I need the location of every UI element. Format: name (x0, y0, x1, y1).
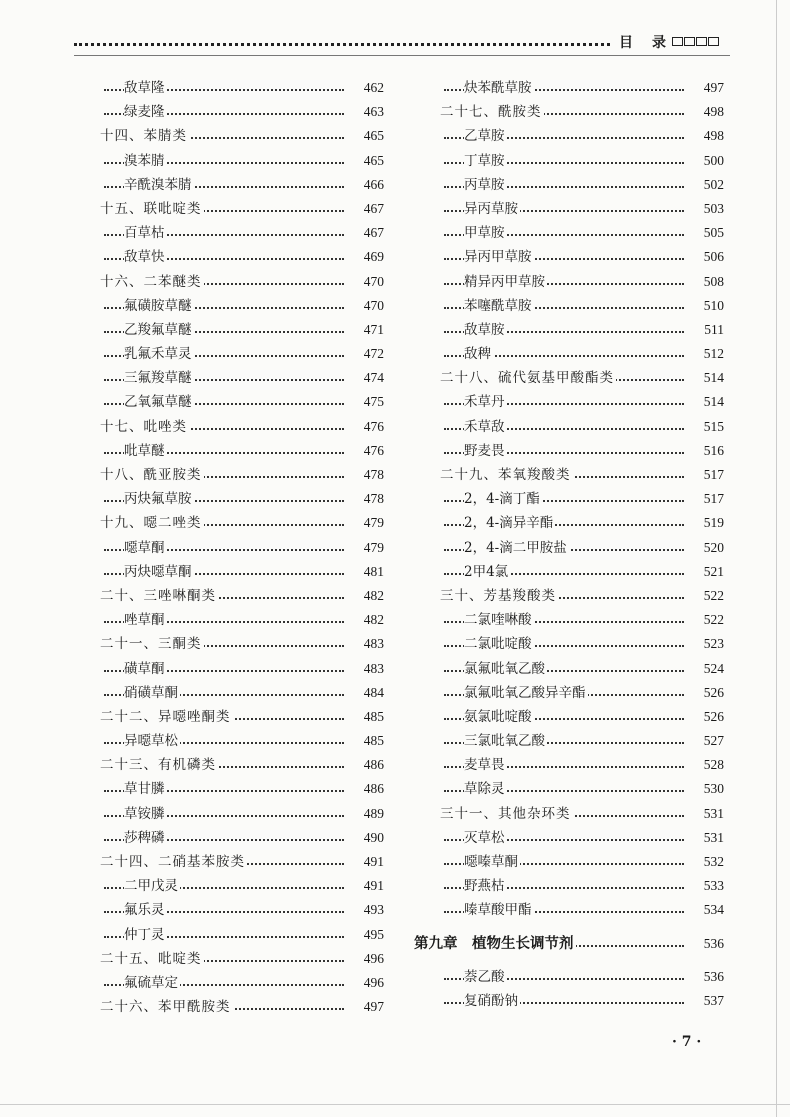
header-title-part-2: 录 (652, 35, 666, 51)
toc-item-entry[interactable] (100, 681, 384, 705)
toc-item-entry[interactable] (440, 270, 724, 294)
toc-entry-label: 三十、芳基羧酸类 (440, 584, 558, 608)
toc-entry-label: 二甲戊灵 (124, 874, 180, 898)
toc-entry-page: 517 (703, 491, 724, 507)
toc-item-entry[interactable] (440, 390, 724, 414)
toc-entry-page: 506 (703, 249, 724, 265)
toc-entry-label: 草除灵 (464, 777, 507, 801)
toc-entry-label: 绿麦隆 (124, 100, 167, 124)
toc-entry-page: 465 (363, 128, 384, 144)
toc-entry-page: 493 (363, 902, 384, 918)
toc-item-entry[interactable] (440, 657, 724, 681)
toc-entry-page: 528 (703, 757, 724, 773)
toc-entry-label: 草铵膦 (124, 802, 167, 826)
toc-entry-label: 精异丙甲草胺 (464, 270, 547, 294)
toc-entry-label: 十七、吡唑类 (100, 415, 189, 439)
toc-item-entry[interactable] (440, 989, 724, 1013)
toc-entry-label: 灭草松 (464, 826, 507, 850)
toc-item-entry[interactable] (100, 76, 384, 100)
toc-entry-page: 524 (703, 660, 724, 676)
toc-section-entry[interactable] (440, 463, 724, 487)
toc-entry-page: 465 (363, 152, 384, 168)
toc-entry-page: 520 (703, 539, 724, 555)
toc-entry-label: 2甲4氯 (464, 560, 510, 584)
toc-entry-page: 530 (703, 781, 724, 797)
toc-section-entry[interactable] (100, 705, 384, 729)
toc-item-entry[interactable] (440, 898, 724, 922)
toc-entry-label: 二十四、二硝基苯胺类 (100, 850, 247, 874)
toc-entry-label: 噁嗪草酮 (464, 850, 520, 874)
toc-entry-page: 527 (703, 733, 724, 749)
toc-entry-page: 483 (363, 636, 384, 652)
toc-item-entry[interactable] (440, 560, 724, 584)
toc-item-entry[interactable] (440, 777, 724, 801)
toc-entry-page: 496 (363, 950, 384, 966)
toc-item-entry[interactable] (100, 245, 384, 269)
toc-entry-page: 472 (363, 346, 384, 362)
header-rule (74, 55, 730, 56)
toc-item-entry[interactable] (440, 874, 724, 898)
toc-entry-label: 2，4-滴二甲胺盐 (464, 536, 569, 560)
toc-entry-label: 乳氟禾草灵 (124, 342, 194, 366)
toc-entry-label: 氟硫草定 (124, 971, 180, 995)
toc-entry-label: 十八、酰亚胺类 (100, 463, 204, 487)
toc-chapter-entry[interactable] (414, 923, 724, 965)
toc-entry-label: 二氯吡啶酸 (464, 632, 534, 656)
toc-item-entry[interactable] (440, 245, 724, 269)
toc-entry-page: 514 (703, 370, 724, 386)
toc-section-entry[interactable] (100, 197, 384, 221)
toc-item-entry[interactable] (100, 777, 384, 801)
toc-entry-label: 异丙甲草胺 (464, 245, 534, 269)
toc-entry-label: 萘乙酸 (464, 965, 507, 989)
toc-entry-page: 471 (363, 321, 384, 337)
toc-entry-page: 500 (703, 152, 724, 168)
toc-entry-page: 521 (703, 563, 724, 579)
toc-entry-label: 二十二、异噁唑酮类 (100, 705, 233, 729)
toc-item-entry[interactable] (100, 923, 384, 947)
header-dotted-rule (74, 43, 610, 46)
toc-item-entry[interactable] (100, 802, 384, 826)
toc-entry-page: 475 (363, 394, 384, 410)
toc-entry-label: 氯氟吡氧乙酸异辛酯 (464, 681, 588, 705)
toc-section-entry[interactable] (100, 124, 384, 148)
toc-entry-page: 526 (703, 708, 724, 724)
toc-entry-page: 484 (363, 684, 384, 700)
toc-item-entry[interactable] (100, 342, 384, 366)
toc-entry-label: 草甘膦 (124, 777, 167, 801)
toc-item-entry[interactable] (100, 729, 384, 753)
toc-item-entry[interactable] (440, 511, 724, 535)
toc-entry-label: 丙炔氟草胺 (124, 487, 194, 511)
toc-entry-page: 510 (703, 297, 724, 313)
toc-entry-label: 丁草胺 (464, 149, 507, 173)
toc-item-entry[interactable] (100, 318, 384, 342)
toc-entry-label: 仲丁灵 (124, 923, 167, 947)
toc-entry-page: 463 (363, 104, 384, 120)
toc-entry-label: 二十七、酰胺类 (440, 100, 544, 124)
toc-item-entry[interactable] (100, 173, 384, 197)
toc-item-entry[interactable] (100, 657, 384, 681)
toc-entry-page: 526 (703, 684, 724, 700)
toc-entry-page: 490 (363, 829, 384, 845)
toc-item-entry[interactable] (440, 850, 724, 874)
toc-item-entry[interactable] (440, 729, 724, 753)
toc-entry-page: 495 (363, 926, 384, 942)
toc-entry-page: 483 (363, 660, 384, 676)
toc-entry-page: 537 (703, 992, 724, 1008)
toc-item-entry[interactable] (440, 149, 724, 173)
toc-entry-page: 523 (703, 636, 724, 652)
toc-item-entry[interactable] (440, 439, 724, 463)
toc-entry-page: 511 (704, 321, 724, 337)
toc-item-entry[interactable] (100, 826, 384, 850)
toc-item-entry[interactable] (100, 149, 384, 173)
toc-entry-page: 512 (703, 346, 724, 362)
toc-entry-label: 敌稗 (464, 342, 493, 366)
toc-entry-label: 氟乐灵 (124, 898, 167, 922)
toc-item-entry[interactable] (440, 318, 724, 342)
toc-entry-page: 534 (703, 902, 724, 918)
toc-entry-label: 唑草酮 (124, 608, 167, 632)
toc-entry-page: 474 (363, 370, 384, 386)
page-header (74, 34, 730, 52)
toc-entry-label: 二氯喹啉酸 (464, 608, 534, 632)
toc-entry-page: 476 (363, 442, 384, 458)
toc-entry-page: 470 (363, 273, 384, 289)
toc-item-entry[interactable] (100, 560, 384, 584)
toc-item-entry[interactable] (100, 221, 384, 245)
toc-entry-label: 第九章 植物生长调节剂 (414, 923, 576, 965)
toc-entry-label: 乙氧氟草醚 (124, 390, 194, 414)
toc-item-entry[interactable] (440, 826, 724, 850)
toc-entry-label: 二十六、苯甲酰胺类 (100, 995, 233, 1019)
toc-entry-page: 469 (363, 249, 384, 265)
toc-item-entry[interactable] (440, 536, 724, 560)
toc-entry-label: 二十五、吡啶类 (100, 947, 204, 971)
toc-entry-label: 异丙草胺 (464, 197, 520, 221)
toc-item-entry[interactable] (440, 632, 724, 656)
toc-entry-label: 三氟羧草醚 (124, 366, 194, 390)
header-title-part-1: 目 (619, 35, 633, 51)
toc-entry-page: 519 (703, 515, 724, 531)
toc-entry-label: 二十九、苯氧羧酸类 (440, 463, 573, 487)
toc-item-entry[interactable] (440, 753, 724, 777)
toc-item-entry[interactable] (440, 173, 724, 197)
toc-entry-label: 敌草快 (124, 245, 167, 269)
toc-entry-page: 486 (363, 781, 384, 797)
toc-entry-page: 522 (703, 612, 724, 628)
toc-item-entry[interactable] (440, 197, 724, 221)
scan-edge-right (776, 0, 777, 1117)
toc-entry-label: 复硝酚钠 (464, 989, 520, 1013)
toc-entry-label: 丙炔噁草酮 (124, 560, 194, 584)
toc-item-entry[interactable] (440, 608, 724, 632)
toc-item-entry[interactable] (100, 439, 384, 463)
scan-edge-bottom (0, 1104, 790, 1105)
toc-entry-label: 二十一、三酮类 (100, 632, 204, 656)
toc-entry-page: 478 (363, 467, 384, 482)
toc-entry-label: 十九、噁二唑类 (100, 511, 204, 535)
toc-entry-label: 苯噻酰草胺 (464, 294, 534, 318)
toc-entry-page: 482 (363, 612, 384, 628)
toc-entry-label: 禾草敌 (464, 415, 507, 439)
toc-entry-label: 溴苯腈 (124, 149, 167, 173)
toc-entry-label: 氯氟吡氧乙酸 (464, 657, 547, 681)
toc-entry-page: 485 (363, 733, 384, 749)
toc-entry-page: 498 (703, 104, 724, 120)
toc-entry-label: 敌草胺 (464, 318, 507, 342)
toc-entry-page: 496 (363, 974, 384, 990)
header-box-ornament (672, 37, 720, 46)
toc-item-entry[interactable] (100, 874, 384, 898)
toc-entry-label: 三十一、其他杂环类 (440, 802, 573, 826)
toc-item-entry[interactable] (100, 971, 384, 995)
toc-section-entry[interactable] (100, 632, 384, 656)
toc-entry-page: 479 (363, 515, 384, 531)
toc-entry-page: 481 (363, 563, 384, 579)
toc-entry-label: 丙草胺 (464, 173, 507, 197)
toc-entry-label: 异噁草松 (124, 729, 180, 753)
toc-entry-page: 508 (703, 273, 724, 289)
toc-item-entry[interactable] (440, 705, 724, 729)
toc-section-entry[interactable] (100, 463, 384, 487)
toc-item-entry[interactable] (100, 390, 384, 414)
toc-right-column (414, 76, 724, 1013)
toc-item-entry[interactable] (100, 294, 384, 318)
toc-entry-label: 甲草胺 (464, 221, 507, 245)
toc-entry-label: 噁草酮 (124, 536, 167, 560)
toc-entry-page: 532 (703, 854, 724, 869)
toc-entry-page: 479 (363, 539, 384, 555)
toc-entry-page: 516 (703, 442, 724, 458)
toc-entry-label: 乙羧氟草醚 (124, 318, 194, 342)
toc-item-entry[interactable] (440, 965, 724, 989)
toc-section-entry[interactable] (100, 753, 384, 777)
toc-entry-label: 禾草丹 (464, 390, 507, 414)
toc-entry-label: 辛酰溴苯腈 (124, 173, 194, 197)
toc-entry-page: 485 (363, 708, 384, 724)
toc-entry-page: 514 (703, 394, 724, 410)
toc-entry-page: 536 (703, 935, 724, 951)
toc-section-entry[interactable] (100, 850, 384, 874)
toc-entry-label: 二十、三唑啉酮类 (100, 584, 218, 608)
toc-entry-page: 486 (363, 757, 384, 773)
toc-entry-page: 491 (363, 878, 384, 894)
toc-section-entry[interactable] (100, 270, 384, 294)
toc-section-entry[interactable] (440, 100, 724, 124)
toc-entry-page: 536 (703, 968, 724, 984)
toc-entry-label: 二十三、有机磷类 (100, 753, 218, 777)
toc-item-entry[interactable] (100, 898, 384, 922)
toc-entry-page: 505 (703, 225, 724, 241)
toc-entry-page: 502 (703, 176, 724, 192)
toc-item-entry[interactable] (440, 294, 724, 318)
toc-entry-page: 478 (363, 491, 384, 507)
toc-entry-page: 462 (363, 80, 384, 95)
toc-entry-label: 野麦畏 (464, 439, 507, 463)
toc-entry-page: 470 (363, 297, 384, 313)
toc-entry-label: 十五、联吡啶类 (100, 197, 204, 221)
toc-entry-page: 517 (703, 467, 724, 482)
toc-section-entry[interactable] (100, 415, 384, 439)
toc-entry-page: 498 (703, 128, 724, 144)
toc-section-entry[interactable] (440, 366, 724, 390)
toc-item-entry[interactable] (100, 608, 384, 632)
toc-entry-page: 497 (363, 999, 384, 1015)
toc-entry-label: 吡草醚 (124, 439, 167, 463)
toc-item-entry[interactable] (100, 100, 384, 124)
toc-entry-label: 嗪草酸甲酯 (464, 898, 534, 922)
toc-entry-page: 531 (703, 829, 724, 845)
toc-entry-page: 467 (363, 200, 384, 216)
toc-item-entry[interactable] (440, 76, 724, 100)
toc-section-entry[interactable] (100, 584, 384, 608)
toc-item-entry[interactable] (440, 221, 724, 245)
toc-entry-label: 敌草隆 (124, 76, 167, 100)
toc-entry-label: 麦草畏 (464, 753, 507, 777)
toc-entry-page: 515 (703, 418, 724, 434)
toc-entry-label: 磺草酮 (124, 657, 167, 681)
toc-section-entry[interactable] (440, 802, 724, 826)
toc-entry-label: 氨氯吡啶酸 (464, 705, 534, 729)
toc-item-entry[interactable] (440, 681, 724, 705)
toc-entry-page: 522 (703, 587, 724, 603)
toc-entry-label: 十四、苯腈类 (100, 124, 189, 148)
toc-item-entry[interactable] (440, 415, 724, 439)
toc-item-entry[interactable] (440, 487, 724, 511)
toc-entry-label: 十六、二苯醚类 (100, 270, 204, 294)
page-number: · 7 · (672, 1034, 702, 1050)
toc-section-entry[interactable] (100, 995, 384, 1019)
toc-entry-label: 野燕枯 (464, 874, 507, 898)
toc-entry-label: 炔苯酰草胺 (464, 76, 534, 100)
toc-entry-page: 467 (363, 225, 384, 241)
toc-item-entry[interactable] (100, 487, 384, 511)
toc-entry-page: 466 (363, 176, 384, 192)
toc-entry-page: 476 (363, 418, 384, 434)
toc-section-entry[interactable] (100, 947, 384, 971)
toc-item-entry[interactable] (100, 536, 384, 560)
toc-entry-page: 497 (703, 80, 724, 95)
toc-entry-page: 491 (363, 854, 384, 869)
toc-item-entry[interactable] (440, 124, 724, 148)
toc-item-entry[interactable] (100, 366, 384, 390)
toc-entry-label: 硝磺草酮 (124, 681, 180, 705)
toc-entry-label: 二十八、硫代氨基甲酸酯类 (440, 366, 616, 390)
toc-entry-page: 503 (703, 200, 724, 216)
toc-section-entry[interactable] (100, 511, 384, 535)
toc-entry-label: 三氯吡氧乙酸 (464, 729, 547, 753)
toc-left-column (100, 76, 384, 1019)
toc-entry-page: 531 (703, 805, 724, 821)
toc-entry-label: 乙草胺 (464, 124, 507, 148)
toc-entry-label: 氟磺胺草醚 (124, 294, 194, 318)
toc-entry-page: 533 (703, 878, 724, 894)
toc-entry-label: 2，4-滴丁酯 (464, 487, 542, 511)
toc-entry-page: 482 (363, 587, 384, 603)
toc-section-entry[interactable] (440, 584, 724, 608)
toc-entry-label: 百草枯 (124, 221, 167, 245)
toc-entry-page: 489 (363, 805, 384, 821)
toc-item-entry[interactable] (440, 342, 724, 366)
toc-entry-label: 2，4-滴异辛酯 (464, 511, 555, 535)
toc-entry-label: 莎稗磷 (124, 826, 167, 850)
